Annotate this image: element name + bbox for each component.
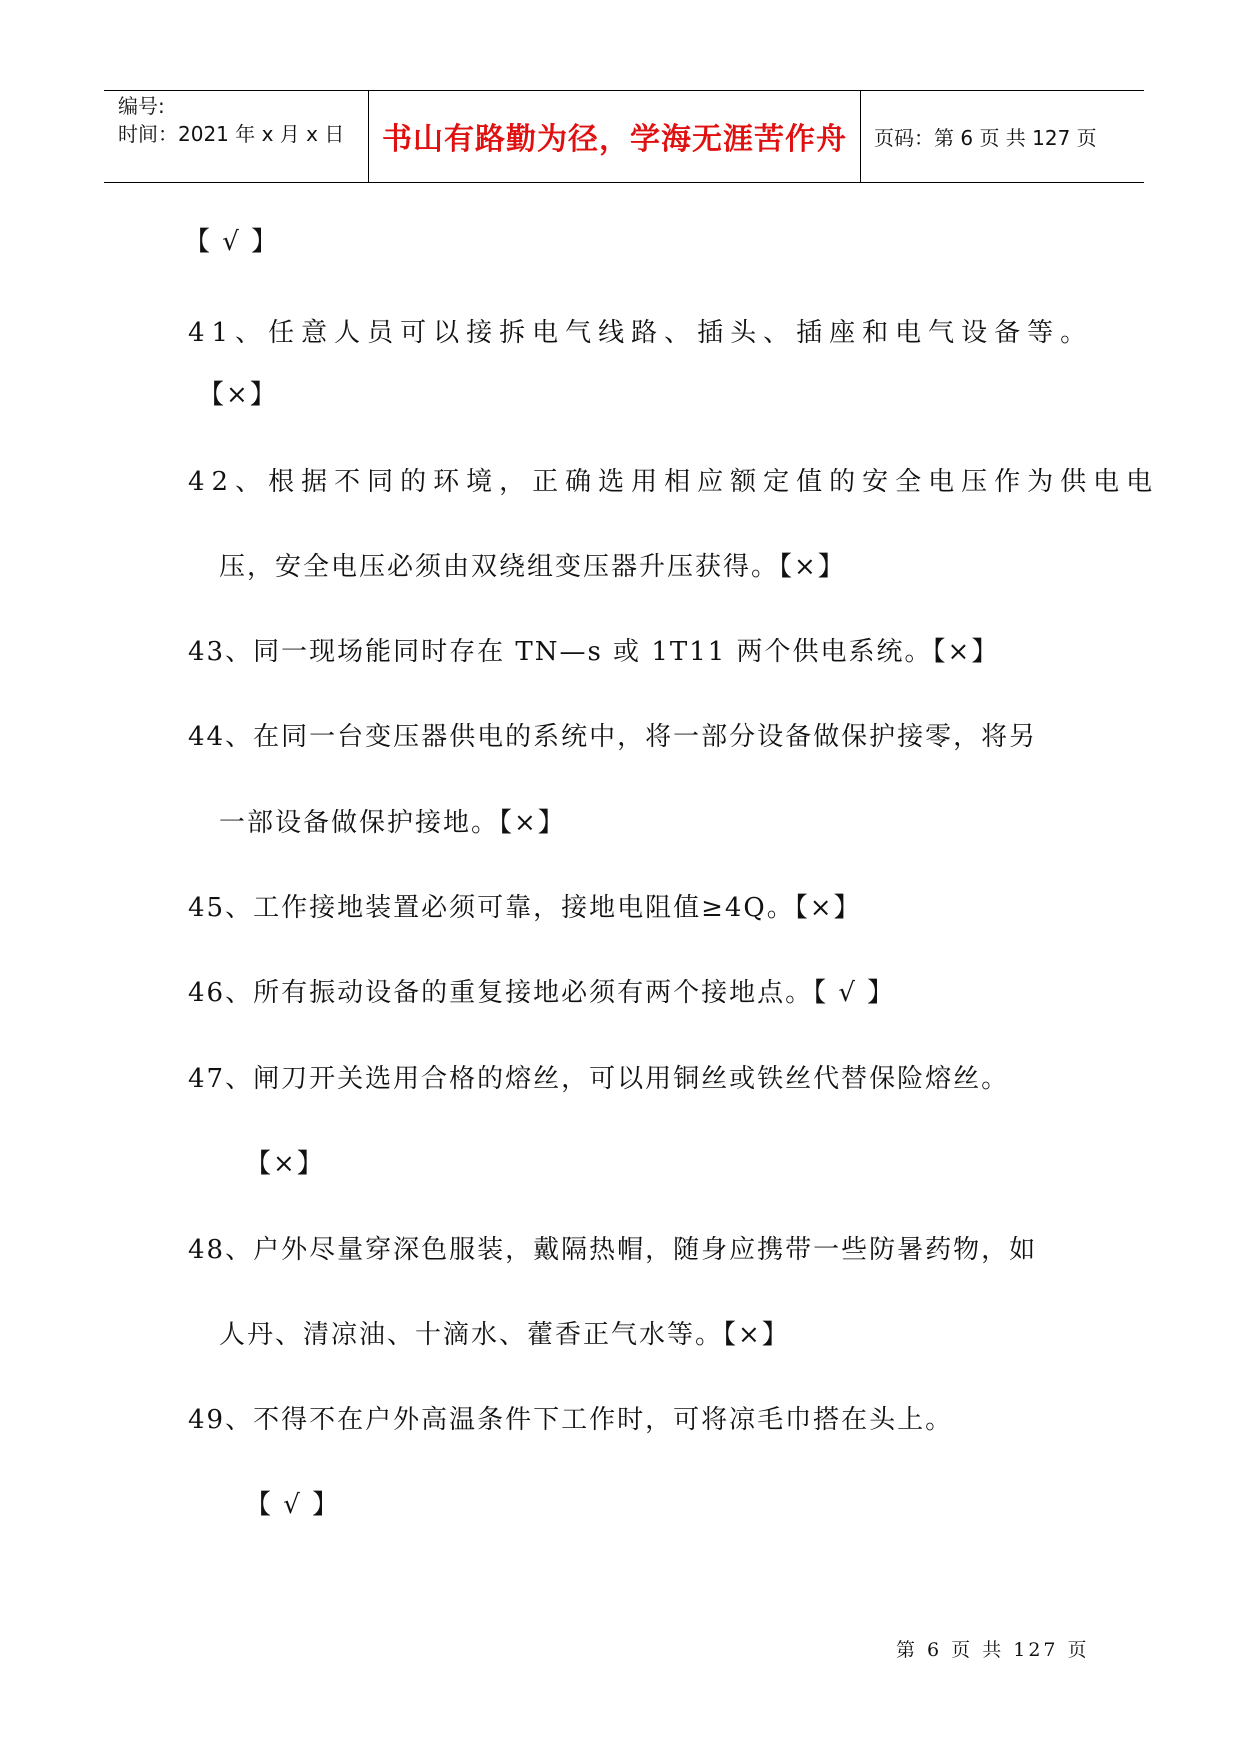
question-42-continued: 压，安全电压必须由双绕组变压器升压获得。【×】	[219, 552, 846, 582]
page-footer: 第 6 页 共 127 页	[896, 1639, 1090, 1661]
question-44-continued: 一部设备做保护接地。【×】	[219, 808, 566, 838]
header-divider-right	[860, 90, 861, 182]
question-43: 43、同一现场能同时存在 TN—s 或 1T11 两个供电系统。【×】	[188, 637, 1000, 667]
answer-mark: 【 √ 】	[245, 1490, 341, 1520]
question-48: 48、户外尽量穿深色服装，戴隔热帽，随身应携带一些防暑药物，如	[188, 1235, 1038, 1265]
question-44: 44、在同一台变压器供电的系统中，将一部分设备做保护接零，将另	[188, 722, 1038, 752]
serial-label: 编号:	[118, 94, 165, 118]
question-45: 45、工作接地装置必须可靠，接地电阻值≥4Q。【×】	[188, 893, 862, 923]
header-page-code: 页码：第 6 页 共 127 页	[874, 125, 1097, 150]
question-46: 46、所有振动设备的重复接地必须有两个接地点。【 √ 】	[188, 978, 896, 1008]
question-41: 41、任意人员可以接拆电气线路、插头、插座和电气设备等。	[188, 318, 1094, 348]
question-49: 49、不得不在户外高温条件下工作时，可将凉毛巾搭在头上。	[188, 1405, 954, 1435]
answer-mark: 【×】	[198, 380, 278, 410]
question-42: 42、根据不同的环境，正确选用相应额定值的安全电压作为供电电	[188, 467, 1160, 497]
header-bottom-rule	[104, 182, 1144, 183]
question-48-continued: 人丹、清凉油、十滴水、藿香正气水等。【×】	[219, 1320, 790, 1350]
header-info	[118, 92, 344, 148]
header-motto: 书山有路勤为径，学海无涯苦作舟	[382, 122, 847, 157]
answer-mark: 【×】	[245, 1149, 325, 1179]
question-47: 47、闸刀开关选用合格的熔丝，可以用铜丝或铁丝代替保险熔丝。	[188, 1064, 1010, 1094]
time-label: 时间：2021 年 x 月 x 日	[118, 122, 345, 146]
answer-mark: 【 √ 】	[184, 227, 280, 257]
